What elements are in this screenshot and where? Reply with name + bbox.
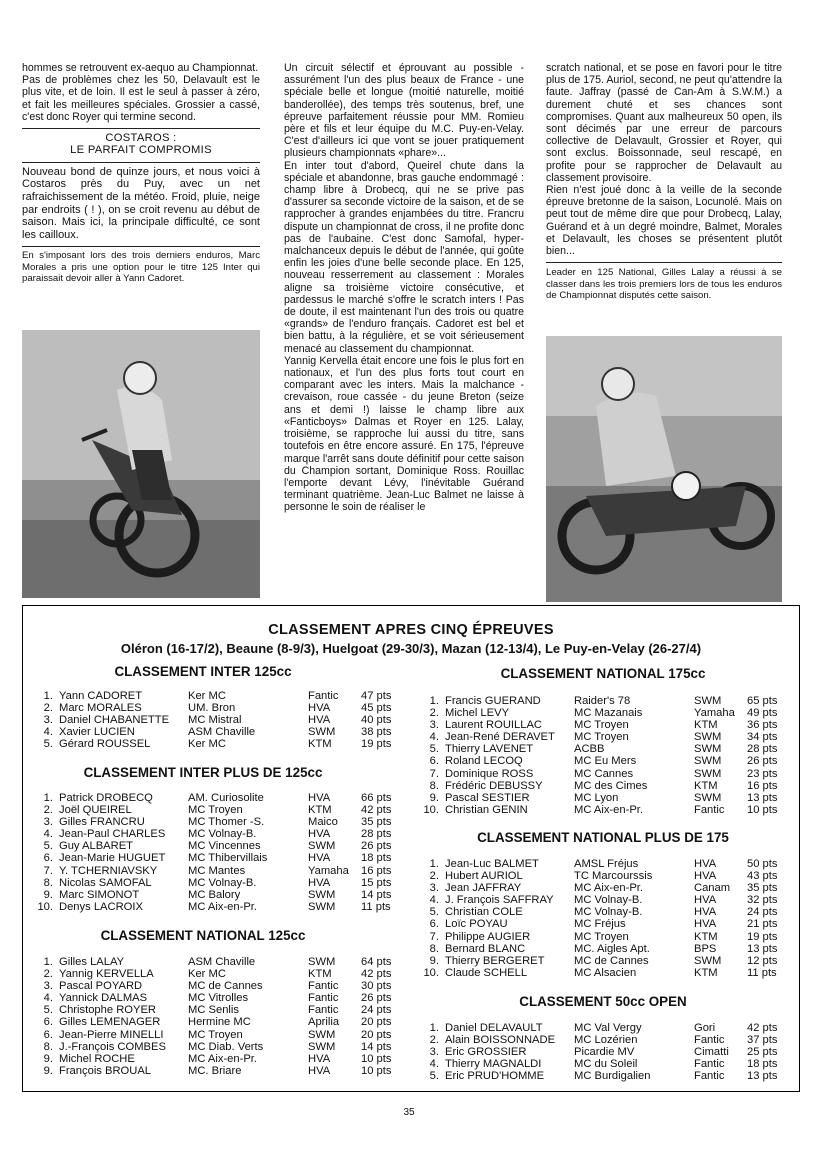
rider-name: Gérard ROUSSEL bbox=[59, 738, 151, 751]
rank: 1. bbox=[43, 792, 53, 804]
club: MC Aix-en-Pr. bbox=[188, 1052, 258, 1065]
rider-name: Jean JAFFRAY bbox=[445, 882, 522, 895]
rider-name: Philippe AUGIER bbox=[445, 930, 531, 943]
rank: 3. bbox=[429, 1046, 439, 1059]
standings-venues: Oléron (16-17/2), Beaune (8-9/3), Huelgoat (29-30/3), Mazan (12-13/4), Le Puy-en-Velay (26-27/4) bbox=[120, 641, 702, 656]
rider-name: Guy ALBARET bbox=[59, 840, 133, 853]
rider-name: Patrick DROBECQ bbox=[59, 792, 153, 804]
points: 10 pts bbox=[361, 1052, 392, 1065]
rider-name: Eric GROSSIER bbox=[445, 1046, 527, 1059]
rank: 10. bbox=[423, 803, 439, 816]
photo-caption: Leader en 125 National, Gilles Lalay a réussi à se classer dans les trois premiers lors de tous les enduros de Championnat disputés cette saison. bbox=[546, 267, 782, 302]
points: 30 pts bbox=[361, 980, 392, 993]
rank: 6. bbox=[429, 918, 439, 931]
motorcycle-brand: Gori bbox=[694, 1022, 716, 1034]
rider-name: Laurent ROUILLAC bbox=[445, 719, 543, 732]
motorcycle-brand: HVA bbox=[694, 870, 717, 883]
rank: 3. bbox=[43, 714, 53, 727]
section-title-inter-125: CLASSEMENT INTER 125cc bbox=[114, 664, 292, 679]
rank: 4. bbox=[429, 731, 439, 744]
club: MC Burdigalien bbox=[574, 1070, 651, 1083]
points: 20 pts bbox=[361, 1028, 392, 1041]
rider-name: Xavier LUCIEN bbox=[59, 726, 135, 739]
article-paragraph: Un circuit sélectif et éprouvant au possible - assurément l'un des plus beaux de France - une spéciale belle et longue (moitié naturelle, moitié banderollée), des temps très soutenus, bref, une épreuve parfaitement réussie pour MM. Romieu père et fils et leur équipe du M.C. Puy-en-Velay. C'est d'ailleurs ici que vont se jouer pratiquement plusieurs championnats «phare»... bbox=[284, 62, 524, 160]
club: ASM Chaville bbox=[188, 726, 256, 739]
rider-name: Daniel CHABANETTE bbox=[59, 714, 170, 727]
points: 10 pts bbox=[747, 803, 778, 816]
rider-name: J.-François COMBES bbox=[59, 1040, 166, 1053]
rank: 5. bbox=[429, 743, 439, 756]
motorcycle-brand: SWM bbox=[308, 900, 336, 913]
rank: 1. bbox=[429, 858, 439, 870]
points: 25 pts bbox=[747, 1046, 778, 1059]
points: 65 pts bbox=[747, 695, 778, 707]
rider-name: Pascal SESTIER bbox=[445, 791, 530, 804]
rank: 8. bbox=[429, 942, 439, 955]
motorcycle-brand: HVA bbox=[308, 1064, 331, 1077]
rank: 8. bbox=[43, 876, 53, 889]
motorcycle-brand: SWM bbox=[694, 743, 722, 756]
section-subheading bbox=[22, 132, 260, 157]
rider-name: Eric PRUD'HOMME bbox=[445, 1070, 545, 1083]
club: MC de Cannes bbox=[188, 980, 263, 993]
rider-name: Jean-Marie HUGUET bbox=[59, 852, 166, 865]
rank: 2. bbox=[429, 870, 439, 883]
rank: 9. bbox=[429, 954, 439, 967]
points: 15 pts bbox=[361, 876, 392, 889]
club: MC Volnay-B. bbox=[188, 828, 257, 841]
rider-name: Yann CADORET bbox=[59, 690, 143, 702]
rider-name: Christian COLE bbox=[445, 906, 523, 919]
club: MC du Soleil bbox=[574, 1058, 638, 1071]
club: MC Cannes bbox=[574, 767, 634, 780]
rank: 2. bbox=[43, 968, 53, 981]
rank: 7. bbox=[43, 864, 53, 877]
rider-name: Jean-Pierre MINELLI bbox=[59, 1028, 164, 1041]
club: Picardie MV bbox=[574, 1046, 635, 1059]
rank: 2. bbox=[43, 702, 53, 715]
section-title-50cc-open: CLASSEMENT 50cc OPEN bbox=[519, 994, 687, 1009]
article-paragraph: En inter tout d'abord, Queirel chute dans la spéciale et abandonne, bras gauche endommagé : champ libre à Drobecq, qui ne se prive pas d'assurer sa seconde victoire de la saison, et de se rapprocher à grandes enjambées du titre. Francru dispute un championnat de cross, il ne profite donc pas de l'aubaine. C'est donc Samofal, hyper-malchanceux depuis le début de l'année, qui goûte enfin les joies d'une belle seconde place. En 125, nouveau resserrement au classement : Morales aligne sa troisième victoire consécutive, et pardessus le marché s'offre le scratch inters ! Pas de doute, il est maintenant l'un des trois ou quatre «grands» de l'enduro français. Cadoret est bel et bien battu, à la régulière, et se voit sérieusement menacé au classement du championnat. bbox=[284, 159, 524, 355]
points: 40 pts bbox=[361, 714, 392, 727]
article-paragraph: Pas de problèmes chez les 50, Delavault est le plus vite, et de loin. Il est le seul à passer à zéro, et fait les meilleures spéciales. Grossier a cassé, c'est donc Royer qui termine second. bbox=[22, 74, 260, 123]
motorcycle-brand: Fantic bbox=[694, 1034, 725, 1047]
section-title-inter-plus-125: CLASSEMENT INTER PLUS DE 125cc bbox=[83, 765, 323, 780]
rider-name: Dominique ROSS bbox=[445, 767, 534, 780]
rank: 10. bbox=[423, 966, 439, 979]
club: AMSL Fréjus bbox=[574, 858, 639, 870]
rank: 1. bbox=[43, 690, 53, 702]
rank: 3. bbox=[43, 816, 53, 829]
points: 42 pts bbox=[747, 1022, 778, 1034]
rider-name: J. François SAFFRAY bbox=[445, 894, 554, 907]
rider-name: Thierry LAVENET bbox=[445, 743, 534, 756]
points: 35 pts bbox=[361, 816, 392, 829]
rank: 6. bbox=[43, 1016, 53, 1029]
rider-name: François BROUAL bbox=[59, 1064, 152, 1077]
motorcycle-brand: Canam bbox=[694, 882, 731, 895]
rank: 8. bbox=[429, 779, 439, 792]
rank: 5. bbox=[43, 840, 53, 853]
rider-name: Christian GENIN bbox=[445, 803, 528, 816]
club: UM. Bron bbox=[188, 702, 236, 715]
motorcycle-brand: Fantic bbox=[694, 1070, 725, 1083]
rider-name: Gilles FRANCRU bbox=[59, 816, 145, 829]
points: 19 pts bbox=[747, 930, 778, 943]
divider bbox=[22, 246, 260, 247]
points: 14 pts bbox=[361, 1040, 392, 1053]
points: 66 pts bbox=[361, 792, 392, 804]
club: ASM Chaville bbox=[188, 956, 256, 968]
rider-name: Thierry MAGNALDI bbox=[445, 1058, 542, 1071]
motorcycle-brand: Fantic bbox=[308, 980, 339, 993]
article-column-3 bbox=[546, 62, 782, 301]
rider-name: Daniel DELAVAULT bbox=[445, 1022, 543, 1034]
motorcycle-brand: Maico bbox=[308, 816, 338, 829]
points: 42 pts bbox=[361, 804, 392, 817]
motorcycle-brand: HVA bbox=[308, 714, 331, 727]
motorcycle-brand: Fantic bbox=[308, 690, 339, 702]
rank: 2. bbox=[429, 707, 439, 720]
motorcycle-brand: HVA bbox=[308, 792, 331, 804]
points: 42 pts bbox=[361, 968, 392, 981]
motorcycle-brand: Aprilia bbox=[308, 1016, 340, 1029]
motorcycle-brand: Fantic bbox=[308, 992, 339, 1005]
rider-name: Jean-Paul CHARLES bbox=[59, 828, 166, 841]
club: MC. Briare bbox=[188, 1064, 242, 1077]
points: 35 pts bbox=[747, 882, 778, 895]
motorcycle-brand: KTM bbox=[694, 719, 718, 732]
club: MC Lozérien bbox=[574, 1034, 638, 1047]
rank: 9. bbox=[429, 791, 439, 804]
points: 45 pts bbox=[361, 702, 392, 715]
motocross-photo-morales bbox=[22, 330, 260, 598]
subheading-line: COSTAROS : bbox=[105, 132, 177, 145]
motorcycle-brand: SWM bbox=[694, 731, 722, 744]
points: 13 pts bbox=[747, 791, 778, 804]
rider-name: Y. TCHERNIAVSKY bbox=[59, 864, 158, 877]
rank: 5. bbox=[429, 1070, 439, 1083]
rank: 3. bbox=[43, 980, 53, 993]
points: 16 pts bbox=[361, 864, 392, 877]
motorcycle-brand: Fantic bbox=[694, 1058, 725, 1071]
photo-caption: En s'imposant lors des trois derniers enduros, Marc Morales a pris une option pour le titre 125 Inter qui paraissait devoir aller à Yann Cadoret. bbox=[22, 250, 260, 285]
rider-name: Roland LECOQ bbox=[445, 755, 523, 768]
article-column-2 bbox=[284, 62, 524, 514]
divider bbox=[546, 262, 782, 263]
club: MC Alsacien bbox=[574, 966, 637, 979]
points: 24 pts bbox=[361, 1004, 392, 1017]
club: MC Balory bbox=[188, 888, 241, 901]
points: 18 pts bbox=[361, 852, 392, 865]
rider-name: Gilles LALAY bbox=[59, 956, 125, 968]
points: 28 pts bbox=[747, 743, 778, 756]
club: MC Troyen bbox=[188, 1028, 243, 1041]
motorcycle-brand: KTM bbox=[694, 966, 718, 979]
rank: 1. bbox=[429, 1022, 439, 1034]
motorcycle-brand: Yamaha bbox=[694, 707, 735, 720]
club: Ker MC bbox=[188, 968, 226, 981]
club: MC de Cannes bbox=[574, 954, 649, 967]
club: MC Val Vergy bbox=[574, 1022, 642, 1034]
rank: 5. bbox=[429, 906, 439, 919]
points: 16 pts bbox=[747, 779, 778, 792]
rider-name: Claude SCHELL bbox=[445, 966, 528, 979]
points: 12 pts bbox=[747, 954, 778, 967]
standings-title: CLASSEMENT APRES CINQ ÉPREUVES bbox=[268, 622, 554, 638]
motorcycle-brand: SWM bbox=[694, 755, 722, 768]
points: 20 pts bbox=[361, 1016, 392, 1029]
rank: 5. bbox=[43, 1004, 53, 1017]
points: 47 pts bbox=[361, 690, 392, 702]
rider-name: Nicolas SAMOFAL bbox=[59, 876, 152, 889]
rank: 4. bbox=[43, 726, 53, 739]
rider-name: Gilles LEMENAGER bbox=[59, 1016, 161, 1029]
club: MC Senlis bbox=[188, 1004, 239, 1017]
motorcycle-brand: KTM bbox=[308, 804, 332, 817]
club: MC Aix-en-Pr. bbox=[574, 803, 644, 816]
rank: 9. bbox=[43, 1052, 53, 1065]
divider bbox=[22, 162, 260, 163]
motorcycle-brand: SWM bbox=[308, 840, 336, 853]
points: 26 pts bbox=[361, 992, 392, 1005]
motocross-photo-lalay bbox=[546, 336, 782, 602]
motorcycle-brand: KTM bbox=[308, 738, 332, 751]
points: 26 pts bbox=[361, 840, 392, 853]
section-title-national-175: CLASSEMENT NATIONAL 175cc bbox=[500, 666, 706, 681]
club: MC Volnay-B. bbox=[574, 906, 643, 919]
club: MC Vincennes bbox=[188, 840, 261, 853]
rank: 9. bbox=[43, 1064, 53, 1077]
rider-name: Bernard BLANC bbox=[445, 942, 526, 955]
club: MC Mantes bbox=[188, 864, 246, 877]
points: 64 pts bbox=[361, 956, 392, 968]
standings-box bbox=[22, 605, 800, 1092]
rider-name: Hubert AURIOL bbox=[445, 870, 523, 883]
rank: 3. bbox=[429, 882, 439, 895]
rider-name: Marc SIMONOT bbox=[59, 888, 140, 901]
points: 10 pts bbox=[361, 1064, 392, 1077]
points: 50 pts bbox=[747, 858, 778, 870]
motorcycle-brand: SWM bbox=[694, 695, 722, 707]
rider-name: Christophe ROYER bbox=[59, 1004, 156, 1017]
motorcycle-brand: SWM bbox=[308, 888, 336, 901]
rider-name: Frédéric DEBUSSY bbox=[445, 779, 543, 792]
rider-name: Michel ROCHE bbox=[59, 1052, 135, 1065]
points: 37 pts bbox=[747, 1034, 778, 1047]
motorcycle-brand: Yamaha bbox=[308, 864, 349, 877]
points: 28 pts bbox=[361, 828, 392, 841]
rider-name: Denys LACROIX bbox=[59, 900, 143, 913]
rank: 7. bbox=[429, 767, 439, 780]
motorcycle-brand: KTM bbox=[694, 779, 718, 792]
article-paragraph: Nouveau bond de quinze jours, et nous voici à Costaros près du Puy, avec un net rafraichissement de la météo. Froid, pluie, neige par endroits ( ! ), on se croit revenu au début de saison. Mais ici, la principale difficulté, ce sont les cailloux. bbox=[22, 165, 260, 241]
motorcycle-brand: HVA bbox=[308, 852, 331, 865]
club: Ker MC bbox=[188, 738, 226, 751]
club: MC Aix-en-Pr. bbox=[574, 882, 644, 895]
club: AM. Curiosolite bbox=[188, 792, 264, 804]
points: 43 pts bbox=[747, 870, 778, 883]
motorcycle-brand: SWM bbox=[308, 1028, 336, 1041]
club: MC Diab. Verts bbox=[188, 1040, 264, 1053]
club: MC Lyon bbox=[574, 791, 619, 804]
points: 49 pts bbox=[747, 707, 778, 720]
rider-name: Joël QUEIREL bbox=[59, 804, 132, 817]
club: MC Fréjus bbox=[574, 918, 626, 931]
club: MC. Aigles Apt. bbox=[574, 942, 650, 955]
article-column-1 bbox=[22, 62, 260, 285]
rank: 4. bbox=[43, 992, 53, 1005]
points: 14 pts bbox=[361, 888, 392, 901]
club: Hermine MC bbox=[188, 1016, 251, 1029]
points: 13 pts bbox=[747, 1070, 778, 1083]
section-title-national-plus-175: CLASSEMENT NATIONAL PLUS DE 175 bbox=[477, 830, 729, 845]
club: MC Thibervillais bbox=[188, 852, 268, 865]
motorcycle-brand: HVA bbox=[308, 1052, 331, 1065]
motorcycle-brand: BPS bbox=[694, 942, 717, 955]
motorcycle-brand: HVA bbox=[694, 906, 717, 919]
club: MC Thomer -S. bbox=[188, 816, 265, 829]
article-paragraph: Yannig Kervella était encore une fois le plus fort en nationaux, et l'un des plus forts tout court en comparant avec les inters. Mais la malchance - crevaison, roue cassée - du jeune Breton (seize ans et demi !) laisse le champ libre aux «Fanticboys» Dalmas et Royer en 125. Lalay, troisième, se rapproche lui aussi du titre, sans toutefois en être encore assuré. En 175, l'épreuve marque l'arrêt sans doute définitif pour cette saison du Champion sortant, Dominique Ross. Rouillac l'emporte devant Lévy, l'inévitable Guérand terminant quatrième. Jean-Luc Balmet ne laisse à personne le soin de réaliser le bbox=[284, 354, 524, 514]
points: 24 pts bbox=[747, 906, 778, 919]
club: MC Mistral bbox=[188, 714, 242, 727]
subheading-line: LE PARFAIT COMPROMIS bbox=[70, 144, 212, 157]
rider-name: Thierry BERGERET bbox=[445, 954, 545, 967]
rank: 8. bbox=[43, 1040, 53, 1053]
motorcycle-brand: SWM bbox=[694, 954, 722, 967]
rank: 9. bbox=[43, 888, 53, 901]
page-number: 35 bbox=[403, 1107, 415, 1118]
article-paragraph: scratch national, et se pose en favori pour le titre plus de 175. Auriol, second, ne peut qu'attendre la faute. Jaffray (passé de Can-Am à S.W.M.) a durement chuté et ses chances sont compromises. Quant aux malheureux 50 open, ils sont décimés par une erreur de parcours collective de Delavault, Grossier et Royer, qui sont exclus. Boissonnade, seul rescapé, en profite pour se rapprocher de Delavault au classement provisoire. bbox=[546, 62, 782, 184]
rider-name: Michel LEVY bbox=[445, 707, 510, 720]
points: 13 pts bbox=[747, 942, 778, 955]
divider bbox=[22, 128, 260, 129]
motorcycle-brand: KTM bbox=[308, 968, 332, 981]
rank: 3. bbox=[429, 719, 439, 732]
points: 11 pts bbox=[361, 900, 391, 913]
rank: 2. bbox=[429, 1034, 439, 1047]
rank: 10. bbox=[37, 900, 53, 913]
rank: 6. bbox=[43, 852, 53, 865]
club: TC Marcourssis bbox=[574, 870, 653, 883]
motorcycle-brand: HVA bbox=[694, 918, 717, 931]
rider-name: Pascal POYARD bbox=[59, 980, 143, 993]
points: 26 pts bbox=[747, 755, 778, 768]
club: Ker MC bbox=[188, 690, 226, 702]
rider-name: Loïc POYAU bbox=[445, 918, 508, 931]
section-title-national-125: CLASSEMENT NATIONAL 125cc bbox=[100, 928, 306, 943]
rider-name: Yannick DALMAS bbox=[59, 992, 148, 1005]
motorcycle-brand: HVA bbox=[694, 858, 717, 870]
rider-name: Jean-René DERAVET bbox=[445, 731, 555, 744]
rank: 4. bbox=[43, 828, 53, 841]
club: MC Aix-en-Pr. bbox=[188, 900, 258, 913]
motorcycle-brand: SWM bbox=[308, 1040, 336, 1053]
motorcycle-brand: HVA bbox=[308, 702, 331, 715]
rank: 6. bbox=[429, 755, 439, 768]
rider-name: Francis GUERAND bbox=[445, 695, 541, 707]
points: 32 pts bbox=[747, 894, 778, 907]
rank: 2. bbox=[43, 804, 53, 817]
rider-name: Jean-Luc BALMET bbox=[445, 858, 539, 870]
motorcycle-brand: SWM bbox=[308, 726, 336, 739]
rider-name: Marc MORALES bbox=[59, 702, 142, 715]
club: Raider's 78 bbox=[574, 695, 631, 707]
motorcycle-brand: SWM bbox=[308, 956, 336, 968]
points: 38 pts bbox=[361, 726, 392, 739]
rank: 1. bbox=[429, 695, 439, 707]
motorcycle-brand: HVA bbox=[308, 876, 331, 889]
points: 19 pts bbox=[361, 738, 392, 751]
motorcycle-brand: SWM bbox=[694, 767, 722, 780]
club: MC Troyen bbox=[574, 930, 629, 943]
rider-name: Alain BOISSONNADE bbox=[445, 1034, 556, 1047]
club: ACBB bbox=[574, 743, 605, 756]
motorcycle-brand: Cimatti bbox=[694, 1046, 729, 1059]
rank: 4. bbox=[429, 1058, 439, 1071]
points: 11 pts bbox=[747, 966, 777, 979]
club: MC Troyen bbox=[574, 731, 629, 744]
rank: 1. bbox=[43, 956, 53, 968]
motorcycle-brand: HVA bbox=[694, 894, 717, 907]
motorcycle-brand: Fantic bbox=[694, 803, 725, 816]
article-paragraph: Rien n'est joué donc à la veille de la seconde épreuve bretonne de la saison, Locunolé. Mais on peut tout de même dire que pour Drobecq, Lalay, Guérand et à un degré moindre, Balmet, Morales et Delavault, les choses se présentent plutôt bien... bbox=[546, 184, 782, 258]
club: MC des Cimes bbox=[574, 779, 648, 792]
points: 21 pts bbox=[747, 918, 778, 931]
motorcycle-brand: Fantic bbox=[308, 1004, 339, 1017]
club: MC Volnay-B. bbox=[574, 894, 643, 907]
club: MC Eu Mers bbox=[574, 755, 637, 768]
motorcycle-brand: KTM bbox=[694, 930, 718, 943]
rank: 5. bbox=[43, 738, 53, 751]
rank: 7. bbox=[429, 930, 439, 943]
club: MC Vitrolles bbox=[188, 992, 249, 1005]
club: MC Mazanais bbox=[574, 707, 643, 720]
club: MC Troyen bbox=[188, 804, 243, 817]
points: 34 pts bbox=[747, 731, 778, 744]
motorcycle-brand: SWM bbox=[694, 791, 722, 804]
points: 23 pts bbox=[747, 767, 778, 780]
points: 36 pts bbox=[747, 719, 778, 732]
rank: 6. bbox=[43, 1028, 53, 1041]
motorcycle-brand: HVA bbox=[308, 828, 331, 841]
rank: 4. bbox=[429, 894, 439, 907]
article-paragraph: hommes se retrouvent ex-aequo au Championnat. bbox=[22, 62, 259, 74]
points: 18 pts bbox=[747, 1058, 778, 1071]
rider-name: Yannig KERVELLA bbox=[59, 968, 154, 981]
club: MC Volnay-B. bbox=[188, 876, 257, 889]
club: MC Troyen bbox=[574, 719, 629, 732]
